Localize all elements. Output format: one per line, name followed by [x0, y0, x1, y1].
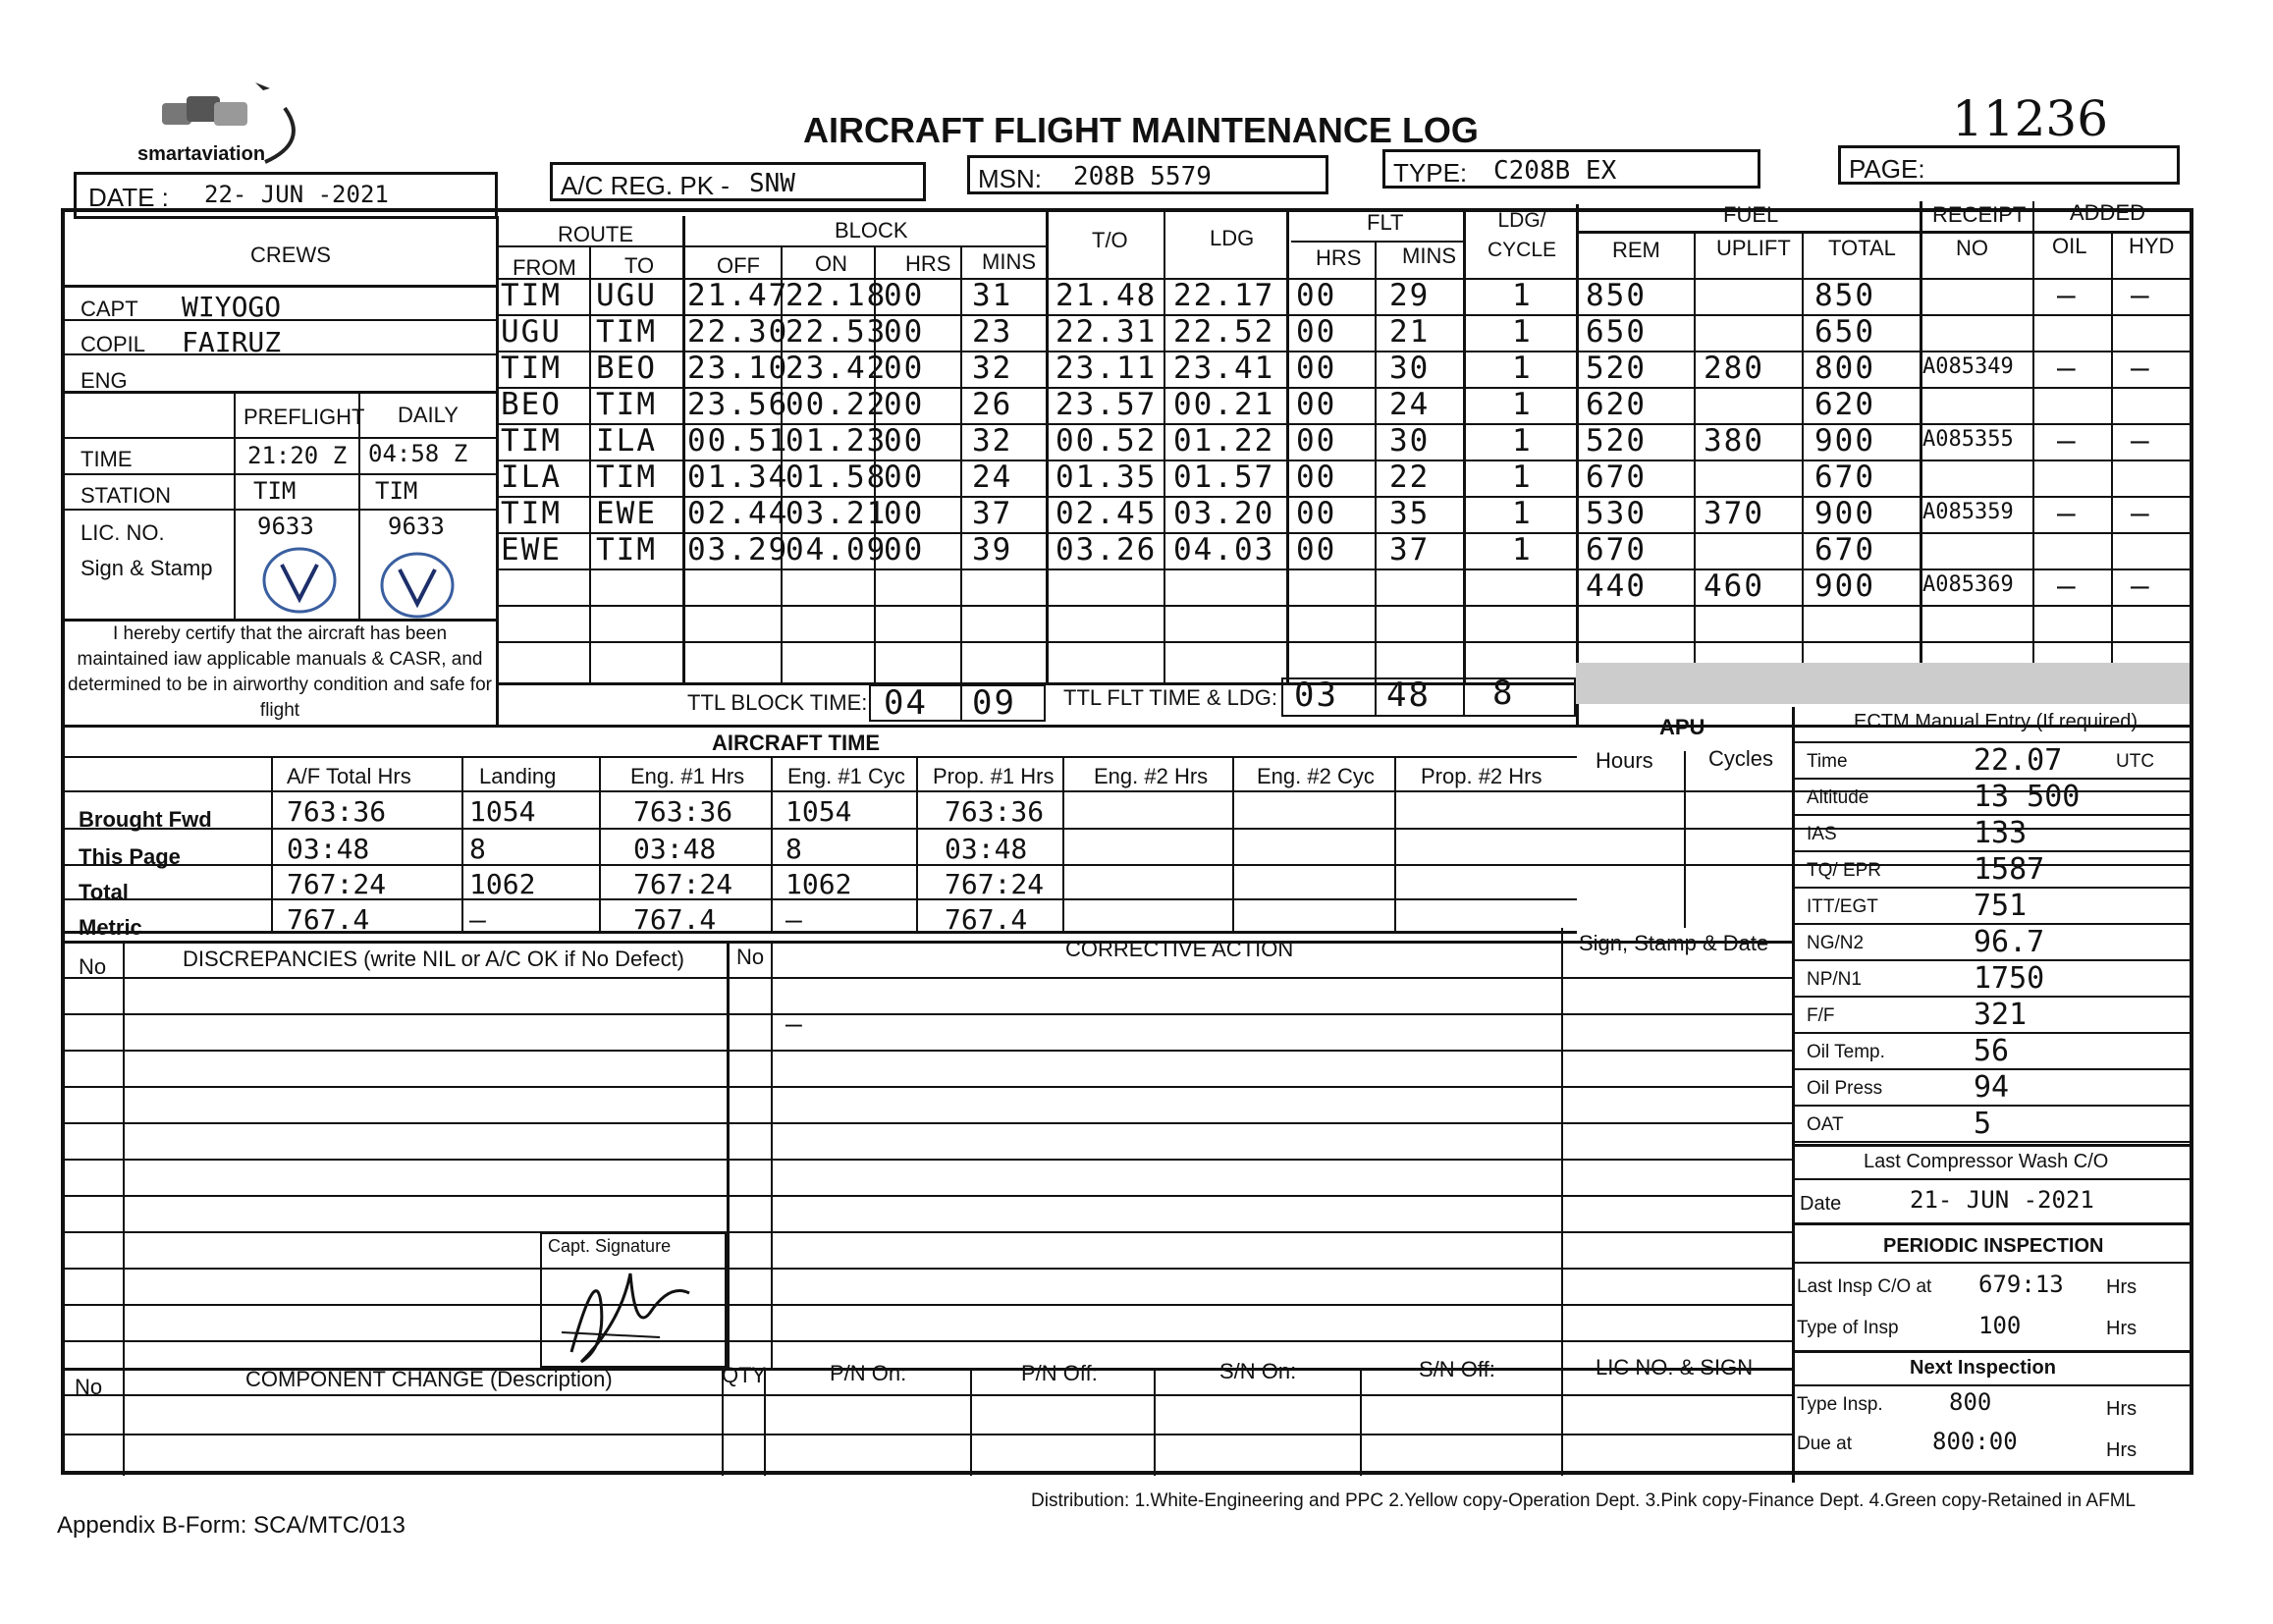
flight-to-cell: UGU	[596, 278, 657, 313]
time-label: TIME	[81, 447, 133, 471]
flight-fhrs-cell: 00	[1296, 423, 1337, 459]
flight-uplift-cell: 380	[1704, 423, 1764, 459]
flight-uplift-cell: 460	[1704, 568, 1764, 604]
on-heading: ON	[815, 251, 847, 276]
station-preflight: TIM	[253, 477, 297, 505]
flight-fhrs-cell: 00	[1296, 351, 1337, 386]
flight-off-cell: 23.56	[687, 387, 789, 422]
flight-hrs-cell: 00	[884, 423, 925, 459]
added-heading: ADDED	[2070, 200, 2146, 225]
capt-value: WIYOGO	[182, 291, 282, 323]
acreg-box	[550, 162, 926, 201]
flight-oil-cell: —	[2057, 423, 2078, 459]
receipt-heading: RECEIPT	[1932, 202, 2027, 227]
msn-box	[967, 155, 1328, 194]
acreg-value: SNW	[749, 169, 795, 198]
acreg-label: A/C REG. PK -	[561, 171, 730, 200]
ttl-block-label: TTL BLOCK TIME:	[687, 690, 868, 715]
capt-signature-label: Capt. Signature	[548, 1236, 672, 1256]
flight-hrs-cell: 00	[884, 387, 925, 422]
ldg-heading: LDG	[1210, 226, 1255, 250]
flight-to_t-cell: 23.11	[1055, 351, 1158, 386]
disc-no-label: No	[79, 954, 107, 979]
lic-preflight: 9633	[257, 513, 314, 540]
aircraft-time-eng1h-cell: 03:48	[633, 833, 717, 865]
comp-qty: QTY	[722, 1363, 767, 1387]
flight-hrs-cell: 00	[884, 496, 925, 531]
flight-oil-cell: —	[2057, 278, 2078, 313]
flight-oil-cell: —	[2057, 568, 2078, 604]
page-label: PAGE:	[1849, 154, 1925, 184]
ttl-block-mins: 09	[972, 683, 1016, 723]
time-preflight: 21:20 Z	[247, 442, 348, 469]
flight-from-cell: EWE	[501, 532, 562, 568]
type-insp-unit: Hrs	[2106, 1318, 2138, 1339]
flight-fhrs-cell: 00	[1296, 314, 1337, 350]
ectm-label: Altitude	[1807, 787, 1869, 808]
aircraft-time-col-7: Prop. #2 Hrs	[1421, 764, 1542, 788]
comp-sn-on: S/N On:	[1219, 1359, 1297, 1383]
aircraft-time-prop1-cell: 763:36	[945, 795, 1045, 828]
lic-label: LIC. NO.	[81, 520, 165, 545]
logo	[137, 69, 314, 167]
flight-total-cell: 800	[1814, 351, 1875, 386]
flight-to_t-cell: 03.26	[1055, 532, 1158, 568]
flight-hrs-cell: 00	[884, 314, 925, 350]
flight-off-cell: 00.51	[687, 423, 789, 459]
flight-cyc-cell: 1	[1512, 351, 1533, 386]
flight-from-cell: TIM	[501, 496, 562, 531]
flight-total-cell: 900	[1814, 496, 1875, 531]
flight-fmins-cell: 37	[1389, 532, 1431, 568]
comp-lic: LIC NO. & SIGN	[1596, 1355, 1754, 1380]
ectm-label: Oil Press	[1807, 1078, 1883, 1099]
flight-cyc-cell: 1	[1512, 423, 1533, 459]
ectm-value: 94	[1974, 1070, 2010, 1105]
ectm-label: Time	[1807, 751, 1848, 772]
flight-cyc-cell: 1	[1512, 387, 1533, 422]
due-value: 800:00	[1932, 1428, 2018, 1455]
oil-heading: OIL	[2052, 234, 2087, 258]
form-id: Appendix B-Form: SCA/MTC/013	[57, 1512, 406, 1539]
flight-mins-cell: 32	[972, 351, 1013, 386]
ectm-label: F/F	[1807, 1005, 1835, 1026]
flight-off-cell: 21.47	[687, 278, 789, 313]
aircraft-time-row-label: Total	[79, 880, 129, 904]
aircraft-time-col-3: Eng. #1 Cyc	[787, 764, 905, 788]
ectm-heading: ECTM Manual Entry (If required)	[1854, 711, 2138, 732]
flight-fmins-cell: 21	[1389, 314, 1431, 350]
flight-hyd-cell: —	[2131, 496, 2151, 531]
flight-hyd-cell: —	[2131, 568, 2151, 604]
hyd-heading: HYD	[2129, 234, 2175, 258]
aircraft-time-col-1: Landing	[479, 764, 557, 788]
flight-on-cell: 01.58	[785, 460, 888, 495]
flight-fmins-cell: 22	[1389, 460, 1431, 495]
preflight-label: PREFLIGHT	[244, 405, 365, 429]
flight-mins-cell: 24	[972, 460, 1013, 495]
flight-rem-cell: 850	[1586, 278, 1647, 313]
flight-fhrs-cell: 00	[1296, 532, 1337, 568]
flight-ldg-cell: 01.57	[1173, 460, 1275, 495]
flight-from-cell: ILA	[501, 460, 562, 495]
flight-on-cell: 01.23	[785, 423, 888, 459]
flight-on-cell: 00.22	[785, 387, 888, 422]
aircraft-time-row-label: Metric	[79, 915, 142, 940]
flight-receipt-cell: A085369	[1922, 572, 2014, 597]
ectm-label: ITT/EGT	[1807, 896, 1878, 917]
flight-rem-cell: 620	[1586, 387, 1647, 422]
flight-to-cell: TIM	[596, 460, 657, 495]
flight-to-cell: ILA	[596, 423, 657, 459]
flight-fhrs-cell: 00	[1296, 460, 1337, 495]
flight-hyd-cell: —	[2131, 351, 2151, 386]
receipt-no-heading: NO	[1956, 236, 1988, 260]
flight-to_t-cell: 01.35	[1055, 460, 1158, 495]
aircraft-time-af-cell: 767.4	[287, 903, 370, 936]
flight-to_t-cell: 23.57	[1055, 387, 1158, 422]
comp-no-label: No	[75, 1375, 103, 1399]
flight-total-cell: 650	[1814, 314, 1875, 350]
certify-text: I hereby certify that the aircraft has been maintained iaw applicable manuals & CASR, and determined to be in airworthy condition and safe for flight	[68, 623, 492, 721]
flight-total-cell: 900	[1814, 568, 1875, 604]
flight-rem-cell: 670	[1586, 532, 1647, 568]
serial-number: 11236	[1952, 90, 2109, 147]
flight-off-cell: 02.44	[687, 496, 789, 531]
flight-hrs-cell: 00	[884, 532, 925, 568]
flight-to_t-cell: 02.45	[1055, 496, 1158, 531]
ectm-value: 1587	[1974, 852, 2045, 887]
flight-receipt-cell: A085355	[1922, 427, 2014, 452]
off-heading: OFF	[717, 253, 760, 278]
flight-rem-cell: 670	[1586, 460, 1647, 495]
lic-daily: 9633	[388, 513, 445, 540]
flight-on-cell: 04.09	[785, 532, 888, 568]
flight-off-cell: 22.30	[687, 314, 789, 350]
sign-stamp-heading: Sign, Stamp & Date	[1579, 931, 1769, 955]
distribution-text: Distribution: 1.White-Engineering and PPC 2.Yellow copy-Operation Dept. 3.Pink copy-Finance Dept. 4.Green copy-Retained in AFML	[1031, 1490, 2137, 1511]
ectm-unit: UTC	[2116, 751, 2155, 772]
aircraft-time-eng1c-cell: 1054	[785, 795, 852, 828]
corr-no-label: No	[736, 945, 765, 969]
aircraft-time-af-cell: 03:48	[287, 833, 370, 865]
comp-pn-on: P/N On:	[830, 1361, 907, 1385]
inspector-stamp-icon	[260, 545, 339, 616]
flight-total-cell: 620	[1814, 387, 1875, 422]
next-type-label: Type Insp.	[1797, 1394, 1883, 1415]
ectm-label: IAS	[1807, 824, 1837, 844]
flight-receipt-cell: A085359	[1922, 500, 2014, 524]
flight-from-cell: TIM	[501, 351, 562, 386]
flight-on-cell: 22.18	[785, 278, 888, 313]
flight-to-cell: EWE	[596, 496, 657, 531]
aircraft-time-prop1-cell: 767.4	[945, 903, 1028, 936]
time-daily: 04:58 Z	[368, 440, 468, 467]
from-heading: FROM	[513, 255, 576, 280]
ttl-flt-hrs: 03	[1294, 676, 1338, 715]
flight-ldg-cell: 00.21	[1173, 387, 1275, 422]
aircraft-time-eng1h-cell: 767.4	[633, 903, 717, 936]
block-heading: BLOCK	[835, 218, 908, 243]
flight-hrs-cell: 00	[884, 460, 925, 495]
aircraft-time-col-6: Eng. #2 Cyc	[1257, 764, 1375, 788]
ttl-flt-mins: 48	[1386, 676, 1431, 715]
flight-mins-cell: 39	[972, 532, 1013, 568]
flight-cyc-cell: 1	[1512, 314, 1533, 350]
logo-text: smartaviation	[137, 143, 266, 165]
flight-cyc-cell: 1	[1512, 532, 1533, 568]
capt-label: CAPT	[81, 297, 138, 321]
last-insp-unit: Hrs	[2106, 1276, 2138, 1298]
flight-oil-cell: —	[2057, 351, 2078, 386]
flight-mins-cell: 23	[972, 314, 1013, 350]
aircraft-time-heading: AIRCRAFT TIME	[712, 731, 881, 755]
flight-fhrs-cell: 00	[1296, 278, 1337, 313]
ectm-label: Oil Temp.	[1807, 1042, 1885, 1062]
flight-mins-cell: 31	[972, 278, 1013, 313]
uplift-heading: UPLIFT	[1716, 236, 1791, 260]
flight-fmins-cell: 30	[1389, 351, 1431, 386]
form-title: AIRCRAFT FLIGHT MAINTENANCE LOG	[803, 110, 1479, 150]
type-value: C208B EX	[1493, 156, 1617, 186]
aircraft-time-row-label: This Page	[79, 844, 181, 869]
ectm-label: OAT	[1807, 1114, 1844, 1135]
aircraft-time-prop1-cell: 03:48	[945, 833, 1028, 865]
flight-to-cell: TIM	[596, 314, 657, 350]
flight-fmins-cell: 24	[1389, 387, 1431, 422]
compressor-date-label: Date	[1800, 1193, 1842, 1215]
flt-hrs-heading: HRS	[1316, 245, 1362, 270]
eng-label: ENG	[81, 368, 128, 393]
flight-oil-cell: —	[2057, 496, 2078, 531]
capt-signature-icon	[542, 1244, 729, 1370]
flight-fhrs-cell: 00	[1296, 496, 1337, 531]
compressor-heading: Last Compressor Wash C/O	[1864, 1151, 2109, 1172]
flight-to_t-cell: 22.31	[1055, 314, 1158, 350]
aircraft-time-eng1h-cell: 767:24	[633, 868, 733, 900]
capt-signature-box	[540, 1232, 727, 1368]
fuel-total-heading: TOTAL	[1828, 236, 1896, 260]
flight-uplift-cell: 280	[1704, 351, 1764, 386]
flight-mins-cell: 32	[972, 423, 1013, 459]
flight-fhrs-cell: 00	[1296, 387, 1337, 422]
flight-fmins-cell: 30	[1389, 423, 1431, 459]
aircraft-time-af-cell: 763:36	[287, 795, 387, 828]
aircraft-time-col-0: A/F Total Hrs	[287, 764, 411, 788]
ectm-value: 751	[1974, 889, 2028, 923]
flight-rem-cell: 520	[1586, 351, 1647, 386]
to-heading: TO	[624, 253, 655, 278]
ectm-value: 13 500	[1974, 780, 2081, 814]
flight-on-cell: 22.53	[785, 314, 888, 350]
flight-fmins-cell: 29	[1389, 278, 1431, 313]
flight-from-cell: UGU	[501, 314, 562, 350]
flight-total-cell: 670	[1814, 532, 1875, 568]
last-insp-value: 679:13	[1978, 1271, 2064, 1298]
aircraft-time-eng1h-cell: 763:36	[633, 795, 733, 828]
periodic-heading: PERIODIC INSPECTION	[1883, 1235, 2104, 1257]
flight-rem-cell: 530	[1586, 496, 1647, 531]
to-time-heading: T/O	[1092, 228, 1128, 252]
flight-hrs-cell: 00	[884, 351, 925, 386]
page-box	[1838, 145, 2180, 185]
apu-heading: APU	[1659, 715, 1705, 739]
ectm-value: 5	[1974, 1107, 1992, 1141]
aircraft-time-col-5: Eng. #2 Hrs	[1094, 764, 1209, 788]
next-type-unit: Hrs	[2106, 1398, 2138, 1420]
flight-to_t-cell: 21.48	[1055, 278, 1158, 313]
corrective-mark: —	[785, 1007, 802, 1040]
fuel-heading: FUEL	[1723, 202, 1779, 227]
aircraft-time-col-2: Eng. #1 Hrs	[630, 764, 745, 788]
ectm-value: 133	[1974, 816, 2028, 850]
msn-value: 208B 5579	[1073, 162, 1212, 191]
compressor-date-value: 21- JUN -2021	[1910, 1186, 2094, 1214]
ttl-ldg: 8	[1492, 674, 1515, 713]
flight-cyc-cell: 1	[1512, 460, 1533, 495]
flight-total-cell: 900	[1814, 423, 1875, 459]
type-insp-label: Type of Insp	[1797, 1318, 1899, 1338]
flight-to-cell: TIM	[596, 387, 657, 422]
last-insp-label: Last Insp C/O at	[1797, 1276, 1932, 1297]
station-daily: TIM	[375, 477, 418, 505]
ttl-flt-label: TTL FLT TIME & LDG:	[1063, 685, 1278, 710]
flight-ldg-cell: 03.20	[1173, 496, 1275, 531]
ttl-block-hrs: 04	[884, 683, 928, 723]
apu-hours: Hours	[1596, 748, 1653, 773]
flight-to_t-cell: 00.52	[1055, 423, 1158, 459]
ectm-label: TQ/ EPR	[1807, 860, 1882, 881]
aircraft-time-landing-cell: 1062	[469, 868, 536, 900]
ectm-label: NG/N2	[1807, 933, 1865, 953]
flight-cyc-cell: 1	[1512, 496, 1533, 531]
flight-ldg-cell: 23.41	[1173, 351, 1275, 386]
mins-heading: MINS	[982, 249, 1036, 274]
aircraft-time-landing-cell: 8	[469, 833, 486, 865]
flight-ldg-cell: 04.03	[1173, 532, 1275, 568]
flight-off-cell: 01.34	[687, 460, 789, 495]
rem-heading: REM	[1612, 238, 1660, 262]
copil-value: FAIRUZ	[182, 326, 282, 358]
flight-hrs-cell: 00	[884, 278, 925, 313]
comp-heading: COMPONENT CHANGE (Description)	[245, 1367, 613, 1391]
flight-to-cell: BEO	[596, 351, 657, 386]
aircraft-time-eng1c-cell: –	[785, 903, 802, 936]
date-value: 22- JUN -2021	[204, 181, 389, 208]
comp-pn-off: P/N Off:	[1021, 1361, 1098, 1385]
msn-label: MSN:	[978, 164, 1042, 193]
daily-label: DAILY	[398, 403, 459, 427]
corrective-heading: CORRECTIVE ACTION	[1065, 937, 1294, 961]
flight-total-cell: 670	[1814, 460, 1875, 495]
aircraft-time-landing-cell: –	[469, 903, 486, 936]
next-insp-heading: Next Inspection	[1910, 1357, 2056, 1379]
flight-hyd-cell: —	[2131, 278, 2151, 313]
flight-from-cell: BEO	[501, 387, 562, 422]
flight-from-cell: TIM	[501, 278, 562, 313]
flight-from-cell: TIM	[501, 423, 562, 459]
flt-heading: FLT	[1367, 210, 1404, 235]
type-label: TYPE:	[1393, 158, 1468, 188]
ectm-value: 56	[1974, 1034, 2010, 1068]
flight-to-cell: TIM	[596, 532, 657, 568]
ectm-value: 1750	[1974, 961, 2045, 996]
aircraft-time-af-cell: 767:24	[287, 868, 387, 900]
date-label: DATE :	[88, 183, 169, 212]
flight-receipt-cell: A085349	[1922, 354, 2014, 379]
flight-ldg-cell: 22.17	[1173, 278, 1275, 313]
aircraft-time-row-label: Brought Fwd	[79, 807, 212, 832]
ectm-value: 321	[1974, 998, 2028, 1032]
flight-mins-cell: 37	[972, 496, 1013, 531]
type-insp-value: 100	[1978, 1312, 2022, 1339]
sign-label: Sign & Stamp	[81, 556, 213, 580]
type-box	[1382, 149, 1760, 189]
shaded-bar	[1576, 663, 2190, 704]
aircraft-time-eng1c-cell: 1062	[785, 868, 852, 900]
flight-ldg-cell: 01.22	[1173, 423, 1275, 459]
flight-off-cell: 03.29	[687, 532, 789, 568]
flight-total-cell: 850	[1814, 278, 1875, 313]
flight-hyd-cell: —	[2131, 423, 2151, 459]
disc-heading: DISCREPANCIES (write NIL or A/C OK if No Defect)	[183, 947, 685, 971]
ectm-value: 22.07	[1974, 743, 2063, 778]
daily-stamp-icon	[378, 550, 457, 621]
flight-cyc-cell: 1	[1512, 278, 1533, 313]
flight-on-cell: 23.42	[785, 351, 888, 386]
flight-rem-cell: 440	[1586, 568, 1647, 604]
due-unit: Hrs	[2106, 1439, 2138, 1461]
flight-rem-cell: 650	[1586, 314, 1647, 350]
flight-off-cell: 23.10	[687, 351, 789, 386]
flight-ldg-cell: 22.52	[1173, 314, 1275, 350]
station-label: STATION	[81, 483, 172, 508]
apu-cycles: Cycles	[1708, 746, 1774, 771]
flight-uplift-cell: 370	[1704, 496, 1764, 531]
due-label: Due at	[1797, 1434, 1852, 1454]
flight-mins-cell: 26	[972, 387, 1013, 422]
aircraft-time-col-4: Prop. #1 Hrs	[933, 764, 1055, 788]
ectm-value: 96.7	[1974, 925, 2045, 959]
next-type-value: 800	[1949, 1388, 1992, 1416]
crews-heading: CREWS	[250, 243, 331, 267]
aircraft-time-prop1-cell: 767:24	[945, 868, 1045, 900]
route-heading: ROUTE	[558, 222, 633, 246]
flt-mins-heading: MINS	[1402, 244, 1456, 268]
hrs-heading: HRS	[905, 251, 951, 276]
flight-fmins-cell: 35	[1389, 496, 1431, 531]
flight-rem-cell: 520	[1586, 423, 1647, 459]
ectm-label: NP/N1	[1807, 969, 1862, 990]
copil-label: COPIL	[81, 332, 146, 356]
flight-on-cell: 03.21	[785, 496, 888, 531]
ldg-cycle-heading: LDG/ CYCLE	[1487, 209, 1557, 261]
aircraft-time-eng1c-cell: 8	[785, 833, 802, 865]
aircraft-time-landing-cell: 1054	[469, 795, 536, 828]
comp-sn-off: S/N Off:	[1419, 1357, 1495, 1381]
